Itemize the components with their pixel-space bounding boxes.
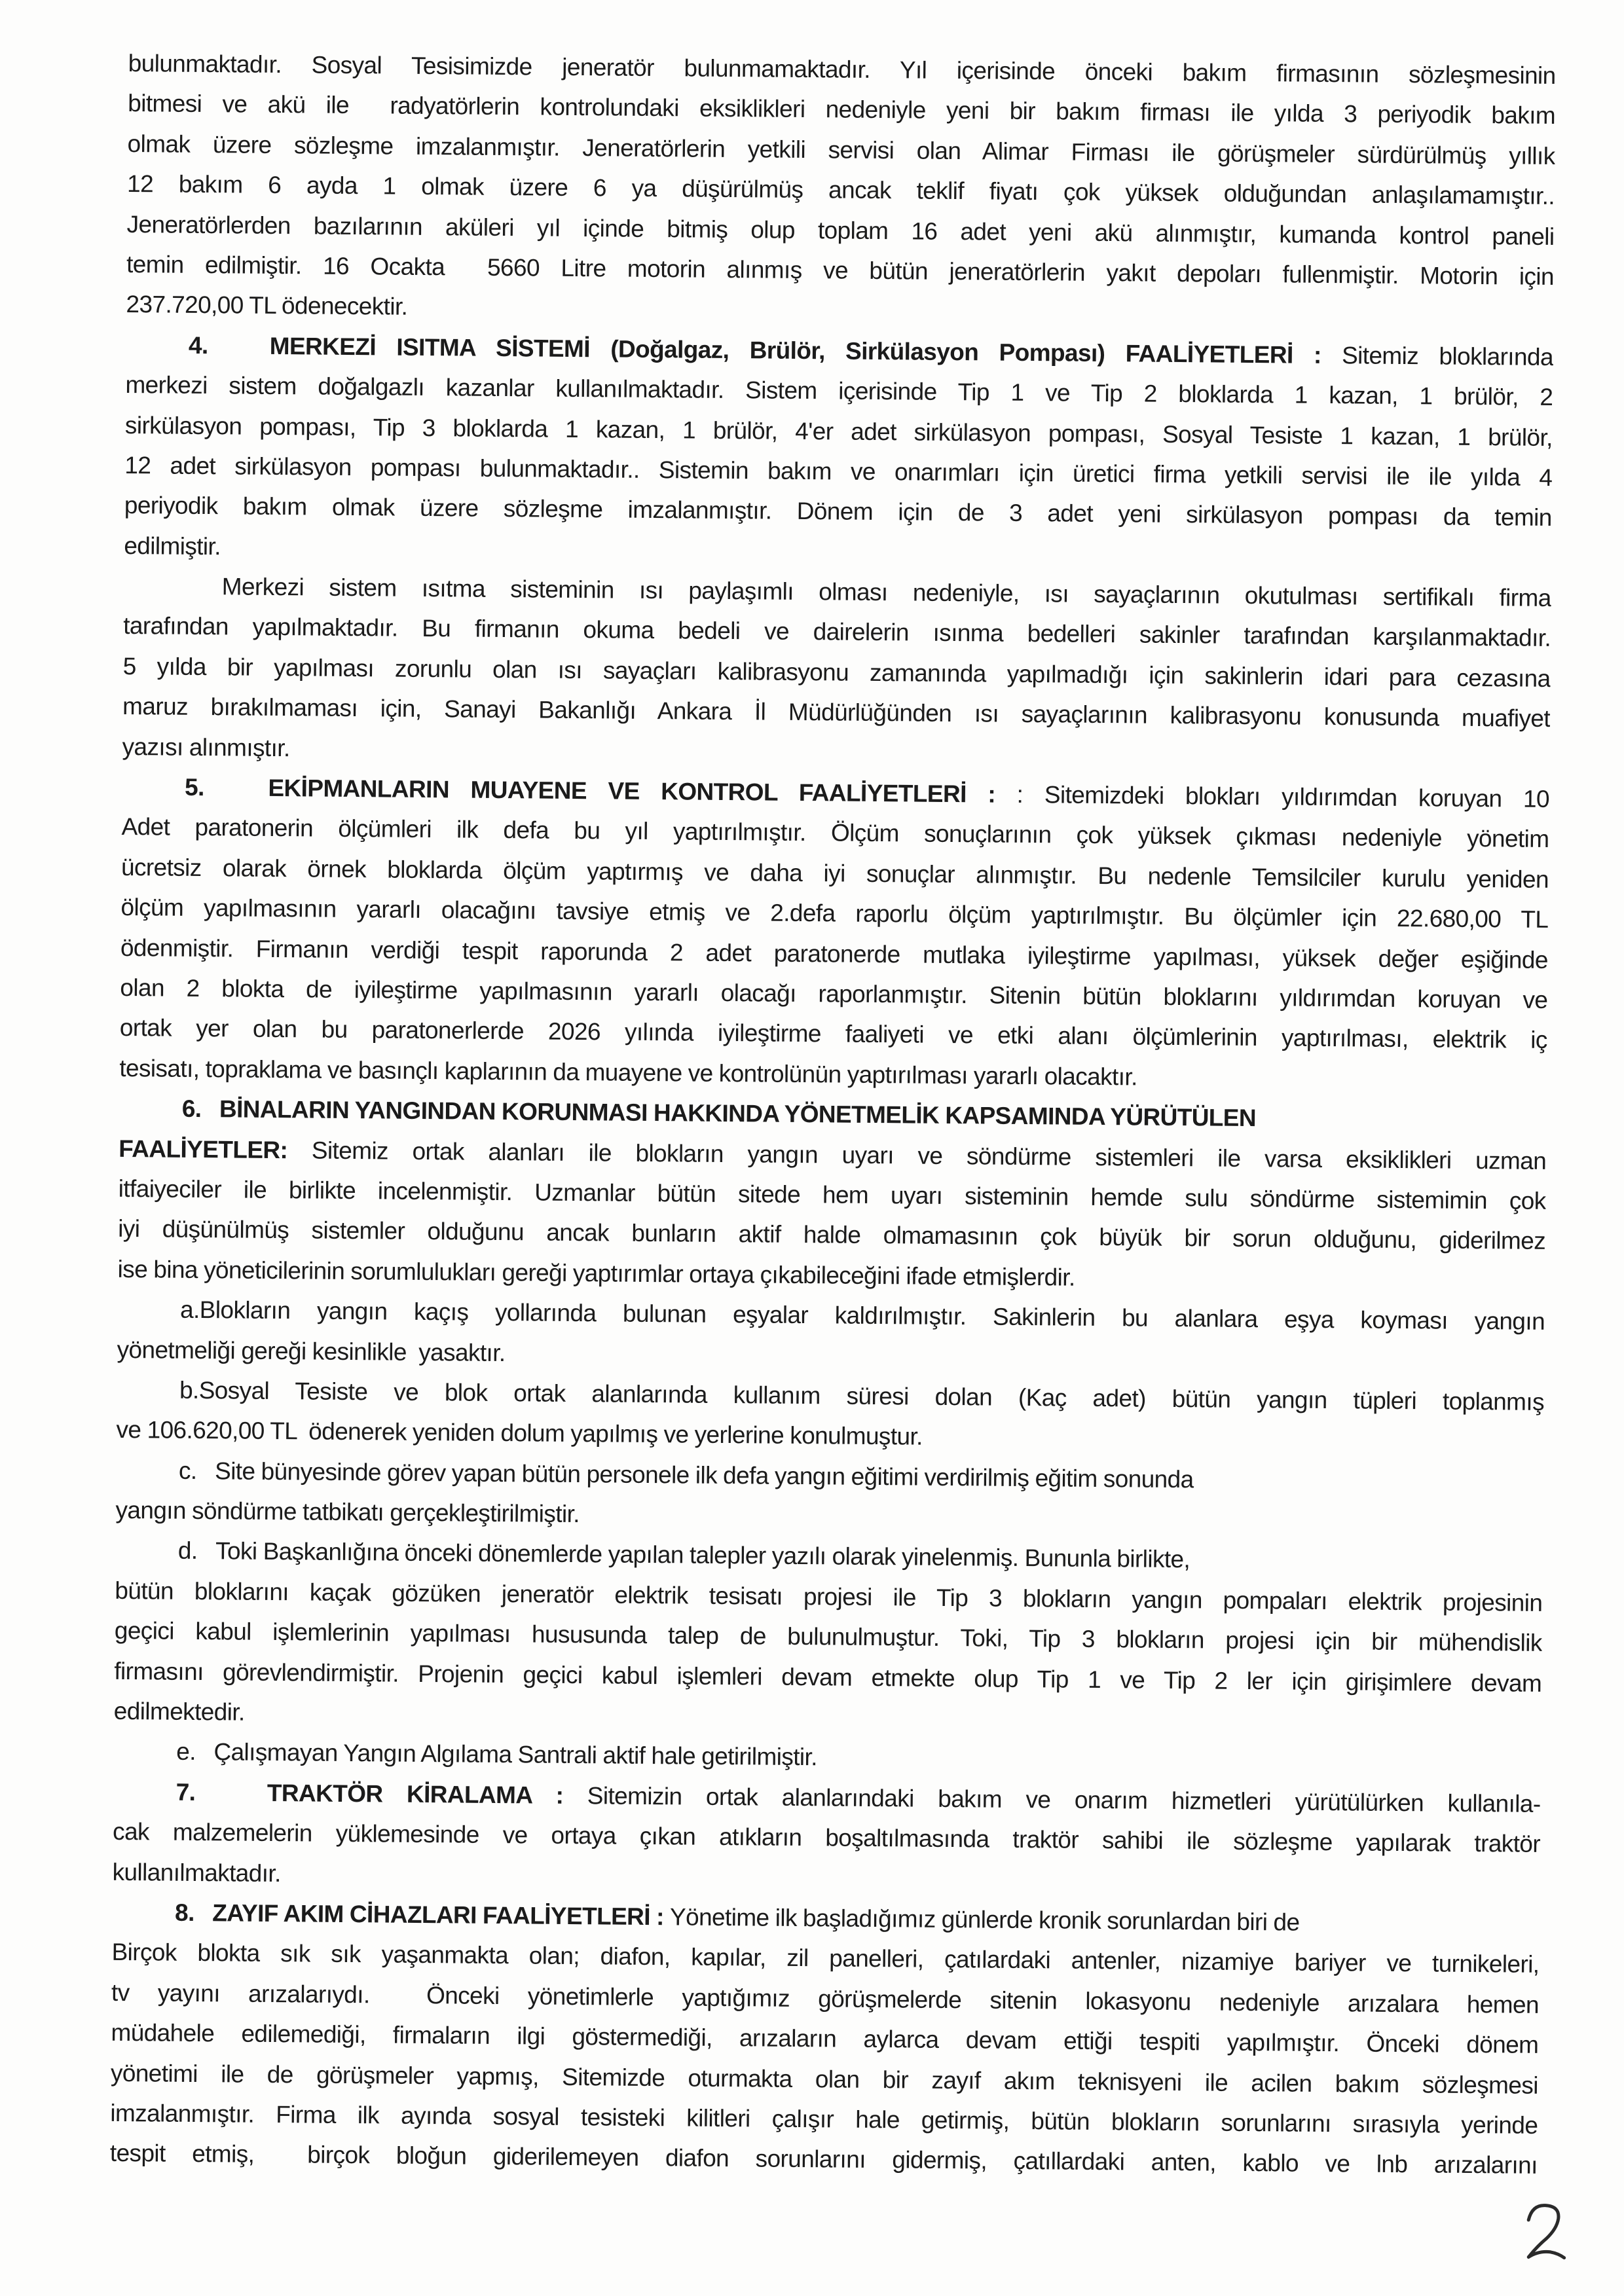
item-4-merkezi-isitma-sistemi (124, 325, 1553, 578)
body-text: müdahele edilemediği, firmaların ilgi göstermediği, arızaların aylarca devam ettiği tespiti yapılmıştır. Önceki dönem (111, 2019, 1539, 2059)
body-text: tarafından yapılmaktadır. Bu firmanın okuma bedeli ve dairelerin ısınma bedelleri sakinler tarafından karşılanmaktadır. (123, 612, 1551, 652)
body-text: yönetmeliği gereği kesinlikle yasaktır. (117, 1336, 506, 1366)
body-text: tespit etmiş, birçok bloğun giderilemeyen diafon sorunlarını gidermiş, çatıllardaki anten, kablo ve lnb arızalarını (109, 2140, 1538, 2179)
body-text: maruz bırakılmaması için, Sanayi Bakanlığı Ankara İl Müdürlüğünden ısı sayaçlarının kalibrasyonu konusunda muafiyet (122, 693, 1551, 733)
body-text: temin edilmiştir. 16 Ocakta 5660 Litre motorin alınmış ve bütün jeneratörlerin yakıt depoları fullenmiştir. Motorin için (126, 250, 1555, 290)
item-8-zayif-akim (110, 1892, 1540, 2186)
body-text: Jeneratörlerden bazılarının aküleri yıl içinde bitmiş olup toplam 16 adet yeni akü alınmıştır, kumanda kontrol paneli (126, 210, 1555, 250)
body-text: kullanılmaktadır. (112, 1858, 281, 1887)
heading-bold-text: FAALİYETLER: (119, 1135, 312, 1164)
body-text: edilmiştir. (124, 532, 221, 560)
body-text: Sitemiz bloklarında (1341, 341, 1554, 371)
body-text: ücretsiz olarak örnek bloklarda ölçüm yaptırmış ve daha iyi sonuçlar alınmıştır. Bu nedenle Temsilciler kurulu yeniden (120, 853, 1549, 893)
body-text: cak malzemelerin yüklemesinde ve ortaya çıkan atıkların boşaltılmasında traktör sahibi ile sözleşme yapılarak traktör (112, 1818, 1541, 1858)
body-text: bitmesi ve akü ile radyatörlerin kontrolundaki eksiklikleri nedeniyle yeni bir bakım firması ile yılda 3 periyodik bakım (128, 90, 1556, 130)
body-text: d. Toki Başkanlığına önceki dönemlerde yapılan talepler yazılı olarak yinelenmiş. Bununla birlikte, (177, 1537, 1190, 1573)
body-text: yönetimi ile de görüşmeler yapmış, Sitemizde oturmakta olan bir zayıf akım teknisyeni ile acilen bakım sözleşmesi (110, 2059, 1539, 2099)
body-text: bütün bloklarını kaçak gözüken jeneratör elektrik tesisatı projesi ile Tip 3 blokların yangın pompaları elektrik projesinin (115, 1576, 1543, 1616)
paragraph-jenerator-devam (126, 43, 1556, 337)
handwritten-2-glyph (1519, 2201, 1574, 2267)
body-text: yangın söndürme tatbikatı gerçekleştirilmiştir. (115, 1496, 580, 1528)
body-text: geçici kabul işlemlerinin yapılması hususunda talep de bulunulmuştur. Toki, Tip 3 blokların projesi için bir mühendislik (114, 1617, 1542, 1657)
body-text: bulunmaktadır. Sosyal Tesisimizde jeneratör bulunmamaktadır. Yıl içerisinde önceki bakım firmasının sözleşmesinin (128, 49, 1556, 90)
body-text: yazısı alınmıştır. (122, 733, 290, 761)
body-text: tv yayını arızalarıydı. Önceki yönetimlerle yaptığımız görüşmelerde sitenin lokasyonu nedeniyle arızalara hemen (111, 1978, 1540, 2018)
document-text (110, 43, 1556, 2186)
body-text: Sitemiz ortak alanları ile blokların yangın uyarı ve söndürme sistemleri ile varsa eksiklikleri uzman (311, 1137, 1547, 1175)
body-text: iyi düşünülmüş sistemler olduğunu ancak bunların aktif halde olmamasının çok büyük bir sorun olduğunu, giderilmez (118, 1215, 1546, 1255)
body-text: Merkezi sistem ısıtma sisteminin ısı paylaşımlı olması nedeniyle, ısı sayaçlarının okutulması sertifikalı firma (221, 573, 1551, 612)
body-text: itfaiyeciler ile birlikte incelenmiştir. Uzmanlar bütün sitede hem uyarı sisteminin hemde sulu söndürme sistemimin çok (118, 1175, 1546, 1214)
body-text: imzalanmıştır. Firma ilk ayında sosyal tesisteki kilitleri çalışır hale getirmiş, bütün blokların sorunlarını sırasıyla yerinde (110, 2099, 1538, 2139)
heading-bold-text: 6. BİNALARIN YANGINDAN KORUNMASI HAKKINDA YÖNETMELİK KAPSAMINDA YÜRÜTÜLEN (181, 1095, 1257, 1132)
body-text: ölçüm yapılmasının yararlı olacağını tavsiye etmiş ve 2.defa raporlu ölçüm yaptırılmıştır. Bu ölçümler için 22.680,00 TL (120, 894, 1549, 934)
paragraph-isi-sayaclari (122, 566, 1551, 779)
body-text: sirkülasyon pompası, Tip 3 bloklarda 1 kazan, 1 brülör, 4'er adet sirkülasyon pompası, Sosyal Tesiste 1 kazan, 1 brülör, (124, 411, 1553, 451)
item-7-traktor-kiralama (112, 1772, 1541, 1904)
body-text: edilmektedir. (113, 1697, 245, 1726)
heading-bold-text: 8. ZAYIF AKIM CİHAZLARI FAALİYETLERİ : (174, 1899, 671, 1931)
body-text: 12 bakım 6 ayda 1 olmak üzere 6 ya düşürülmüş ancak teklif fiyatı çok yüksek olduğundan anlaşılamamıştır.. (126, 170, 1555, 210)
body-text: periyodik bakım olmak üzere sözleşme imzalanmıştır. Dönem için de 3 adet yeni sirkülasyon pompası da temin (124, 492, 1552, 532)
body-text: 12 adet sirkülasyon pompası bulunmaktadır.. Sistemin bakım ve onarımları için üretici firma yetkili servisi ile ile yılda 4 (124, 451, 1553, 491)
handwritten-page-number (1519, 2201, 1574, 2267)
body-text: Adet paratonerin ölçümleri ilk defa bu yıl yaptırılmıştır. Ölçüm sonuçlarının çok yüksek çıkması nedeniyle yönetim (121, 813, 1549, 853)
body-text: ödenmiştir. Firmanın verdiği tespit raporunda 2 adet paratonerde mutlaka iyileştirme yapılması, yüksek değer eşiğinde (120, 934, 1549, 974)
body-text: Birçok blokta sık sık yaşanmakta olan; diafon, kapılar, zil panelleri, çatılardaki antenler, nizamiye bariyer ve turnikeleri, (111, 1939, 1540, 1978)
heading-bold-text: 7. TRAKTÖR KİRALAMA : (175, 1778, 587, 1810)
body-text: 5 yılda bir yapılması zorunlu olan ısı sayaçları kalibrasyonu zamanında yapılmadığı için sakinlerin idari para cezasına (122, 652, 1551, 692)
body-text: merkezi sistem doğalgazlı kazanlar kullanılmaktadır. Sistem içerisinde Tip 1 ve Tip 2 bloklarda 1 kazan, 1 brülör, 2 (125, 371, 1553, 411)
item-6c-yangin-egitimi (115, 1450, 1543, 1543)
body-text: ve 106.620,00 TL ödenerek yeniden dolum yapılmış ve yerlerine konulmuştur. (116, 1416, 923, 1450)
body-text: olan 2 blokta de iyileştirme yapılmasının yararlı olacağı raporlanmıştır. Sitenin bütün bloklarını yıldırımdan koruyan ve (120, 974, 1548, 1013)
item-5-ekipmanlarin-muayene (119, 767, 1549, 1101)
heading-bold-text: 4. MERKEZİ ISITMA SİSTEMİ (Doğalgaz, Brülör, Sirkülasyon Pompası) FAALİYETLERİ : (188, 331, 1342, 369)
body-text: b.Sosyal Tesiste ve blok ortak alanlarında kullanım süresi dolan (Kaç adet) bütün yangın tüpleri toplanmış (179, 1376, 1545, 1415)
body-text: tesisatı, topraklama ve basınçlı kaplarının da muayene ve kontrolünün yaptırılması yararlı olacaktır. (119, 1054, 1137, 1091)
body-text: ortak yer olan bu paratonerlerde 2026 yılında iyileştirme faaliyeti ve etki alanı ölçümlerinin yaptırılması, elektrik iç (119, 1014, 1547, 1054)
body-text: ise bina yöneticilerinin sorumlulukları gereği yaptırımlar ortaya çıkabileceğini ifade etmişlerdir. (117, 1255, 1075, 1291)
body-text: : Sitemizdeki blokları yıldırımdan koruyan 10 (1016, 780, 1550, 813)
body-text: olmak üzere sözleşme imzalanmıştır. Jeneratörlerin yetkili servisi olan Alimar Firması ile görüşmeler sürdürülmüş yıllık (127, 130, 1555, 170)
body-text: Yönetime ilk başladığımız günlerde kronik sorunlardan biri de (669, 1903, 1300, 1936)
heading-bold-text: 5. EKİPMANLARIN MUAYENE VE KONTROL FAALİYETLERİ : (184, 773, 1017, 808)
body-text: a.Blokların yangın kaçış yollarında bulunan eşyalar kaldırılmıştır. Sakinlerin bu alanlara eşya koyması yangın (179, 1296, 1545, 1336)
item-6-yangindan-korunma (117, 1088, 1547, 1302)
body-text: firmasını görevlendirmiştir. Projenin geçici kabul işlemleri devam etmekte olup Tip 1 ve Tip 2 ler için girişimlere devam (114, 1657, 1542, 1697)
item-6b-yangin-tupleri (116, 1370, 1544, 1463)
body-text: c. Site bünyesinde görev yapan bütün personele ilk defa yangın eğitimi verdirilmiş eğitim sonunda (178, 1457, 1194, 1493)
item-6a-kacis-yollari (117, 1289, 1545, 1382)
body-text: 237.720,00 TL ödenecektir. (126, 291, 408, 321)
item-6d-toki-talepleri (113, 1530, 1543, 1743)
body-text: Sitemizin ortak alanlarındaki bakım ve onarım hizmetleri yürütülürken kullanıla- (587, 1782, 1541, 1817)
body-text: e. Çalışmayan Yangın Algılama Santrali aktif hale getirilmiştir. (176, 1738, 818, 1771)
